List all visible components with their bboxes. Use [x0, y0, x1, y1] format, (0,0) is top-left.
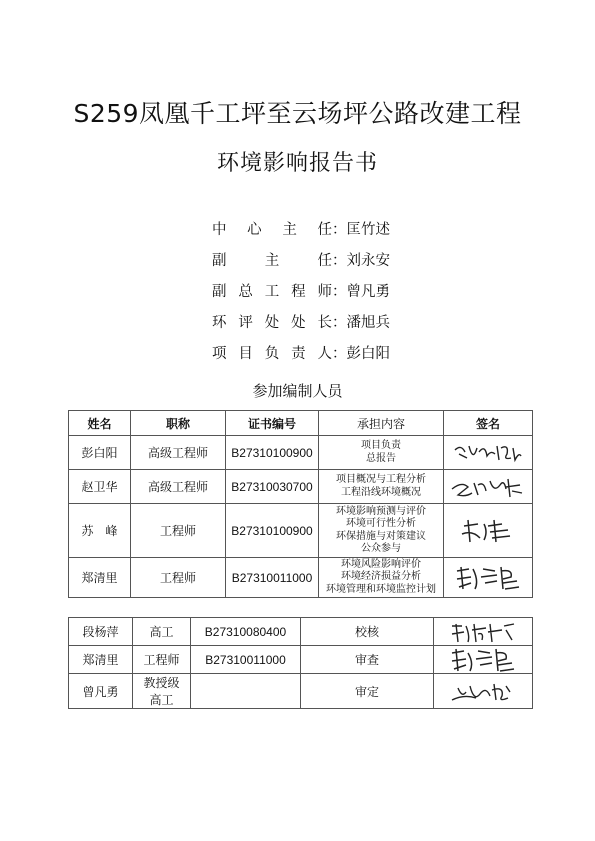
staff-cert: B27310100900 — [226, 504, 319, 558]
staff-name: 彭白阳 — [69, 436, 131, 470]
staff-cert: B27310100900 — [226, 436, 319, 470]
table-row — [69, 436, 533, 470]
staff-title: 高级工程师 — [131, 470, 226, 504]
review-table — [68, 617, 533, 709]
table-row — [69, 470, 533, 504]
section-title: 参加编制人员 — [252, 382, 343, 400]
role-name: 刘永安 — [346, 253, 390, 269]
table-row — [69, 674, 533, 709]
staff-name: 苏 峰 — [69, 504, 131, 558]
staff-role: 校核 — [301, 618, 434, 646]
staff-cert: B27310011000 — [191, 646, 301, 674]
role-name: 曾凡勇 — [346, 284, 390, 300]
staff-cert: B27310011000 — [226, 558, 319, 598]
signature-image — [434, 646, 533, 674]
document-title-line1: S259凤凰千工坪至云场坪公路改建工程 — [73, 99, 522, 128]
staff-cert — [191, 674, 301, 709]
staff-name: 郑清里 — [69, 558, 131, 598]
staff-duties: 环境风险影响评价 环境经济损益分析 环境管理和环境监控计划 — [319, 558, 444, 598]
staff-title: 高工 — [133, 618, 191, 646]
role-row — [212, 306, 462, 337]
staff-title: 工程师 — [131, 504, 226, 558]
staff-name: 曾凡勇 — [69, 674, 133, 709]
signature-image — [444, 558, 533, 598]
role-list — [212, 213, 462, 368]
staff-title: 教授级 高工 — [133, 674, 191, 709]
role-name: 潘旭兵 — [346, 315, 390, 331]
role-label: 副 主 任 — [212, 253, 332, 269]
role-row — [212, 244, 462, 275]
role-name: 匡竹述 — [346, 222, 390, 238]
staff-title: 工程师 — [131, 558, 226, 598]
staff-duties: 项目概况与工程分析 工程沿线环境概况 — [319, 470, 444, 504]
signature-image — [444, 504, 533, 558]
role-colon: ： — [332, 222, 347, 238]
staff-role: 审定 — [301, 674, 434, 709]
role-row — [212, 275, 462, 306]
role-row — [212, 213, 462, 244]
header-name: 姓名 — [69, 411, 131, 436]
signature-image — [434, 674, 533, 709]
role-label: 副 总 工 程 师 — [212, 284, 332, 300]
staff-duties: 项目负责 总报告 — [319, 436, 444, 470]
role-colon: ： — [332, 253, 347, 269]
table-row — [69, 504, 533, 558]
staff-table-header — [69, 411, 533, 436]
role-name: 彭白阳 — [346, 346, 390, 362]
header-cert: 证书编号 — [226, 411, 319, 436]
staff-name: 段杨萍 — [69, 618, 133, 646]
staff-title: 工程师 — [133, 646, 191, 674]
staff-role: 审查 — [301, 646, 434, 674]
signature-image — [444, 436, 533, 470]
table-row — [69, 618, 533, 646]
role-label: 中 心 主 任 — [212, 222, 332, 238]
table-row — [69, 646, 533, 674]
document-title-line2: 环境影响报告书 — [216, 151, 378, 176]
staff-name: 郑清里 — [69, 646, 133, 674]
header-title: 职称 — [131, 411, 226, 436]
role-colon: ： — [332, 346, 347, 362]
role-label: 项 目 负 责 人 — [212, 346, 332, 362]
staff-duties: 环境影响预测与评价 环境可行性分析 环保措施与对策建议 公众参与 — [319, 504, 444, 558]
role-label: 环 评 处 处 长 — [212, 315, 332, 331]
staff-title: 高级工程师 — [131, 436, 226, 470]
role-colon: ： — [332, 315, 347, 331]
header-duties: 承担内容 — [319, 411, 444, 436]
staff-name: 赵卫华 — [69, 470, 131, 504]
role-colon: ： — [332, 284, 347, 300]
signature-image — [434, 618, 533, 646]
table-row — [69, 558, 533, 598]
role-row — [212, 337, 462, 368]
staff-table — [68, 410, 533, 598]
signature-image — [444, 470, 533, 504]
header-signature: 签名 — [444, 411, 533, 436]
staff-cert: B27310030700 — [226, 470, 319, 504]
staff-cert: B27310080400 — [191, 618, 301, 646]
